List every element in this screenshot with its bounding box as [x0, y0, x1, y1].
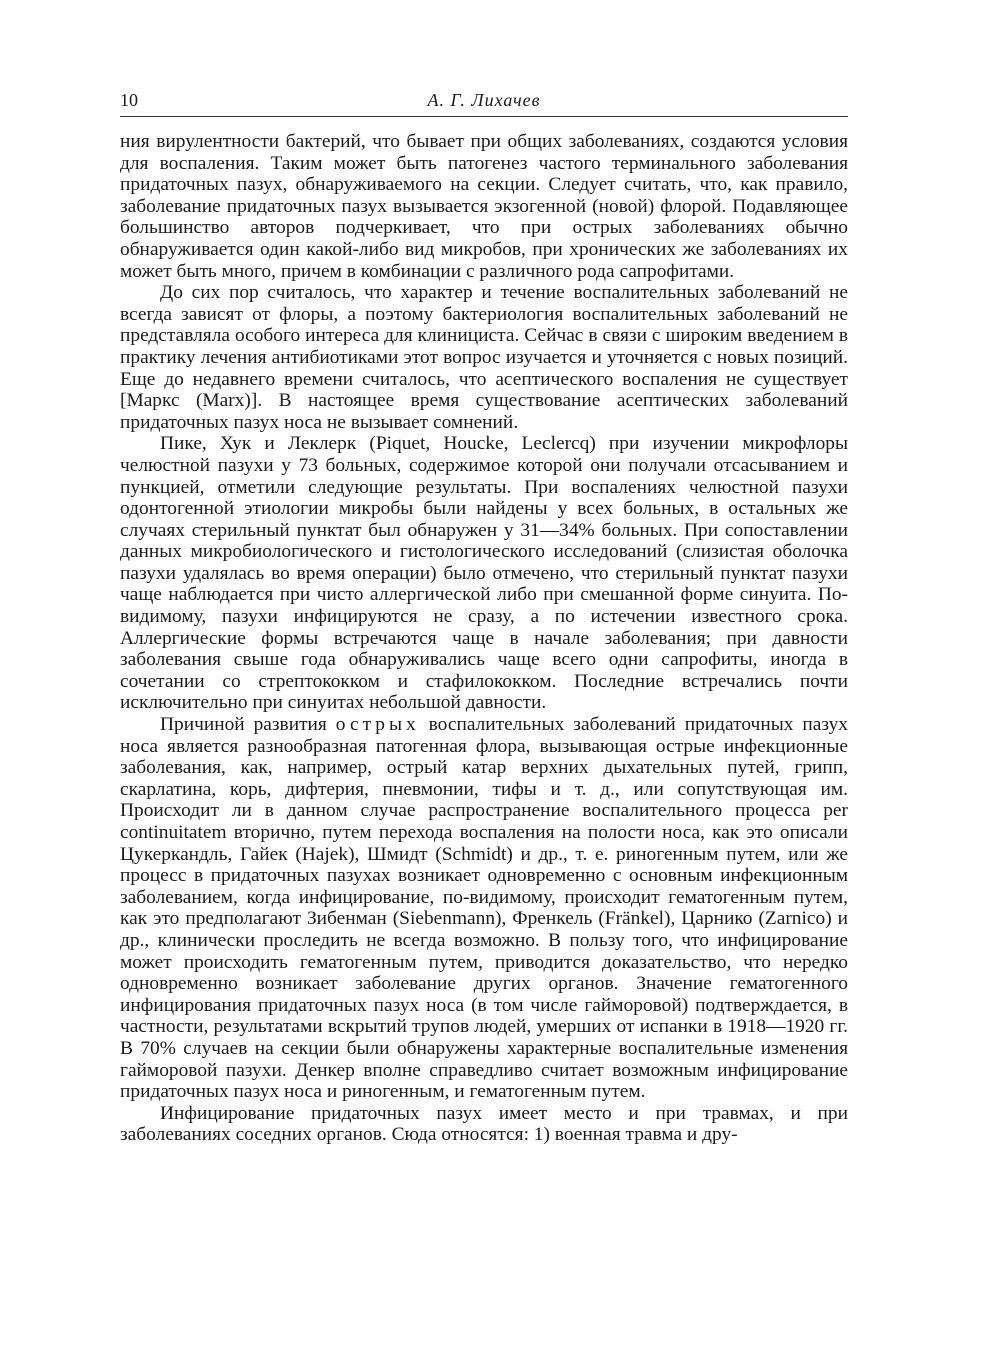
page-number: 10 [120, 90, 138, 110]
paragraph-4-lead: Причиной развития [160, 714, 327, 736]
paragraph-5: Инфицирование придаточных пазух имеет место и при травмах, и при заболеваниях соседних органов. Сюда относятся: 1) военная травма и дру- [120, 1102, 848, 1146]
running-header [120, 88, 848, 117]
paragraph-2: До сих пор считалось, что характер и течение воспалительных заболеваний не всегда зависят от флоры, а поэтому бактериология воспалительных заболеваний не представляла особого интереса для клинициста. Сейчас в связи с широким введением в практику лечения антибиотиками этот вопрос изучается и уточняется с новых позиций. Еще до недавнего времени считалось, что асептического воспаления не существует [Маркс (Marx)]. В настоящее время существование асептических заболеваний придаточных пазух носа не вызывает сомнений. [120, 282, 848, 433]
paragraph-4 [120, 714, 848, 1103]
running-title: А. Г. Лихачев [427, 90, 541, 110]
body-text [120, 131, 848, 1146]
paragraph-4-rest: воспалительных заболеваний придаточных пазух носа является разнообразная патогенная флора, вызывающая острые инфекционные заболевания, как, например, острый катар верхних дыхательных путей, грипп, скарлатина, корь, дифтерия, пневмонии, тифы и т. д., или сопутствующая им. Происходит ли в данном случае распространение воспалительного процесса per continuitatem вторично, путем перехода воспаления на полости носа, как это описали Цукеркандль, Гайек (Hajek), Шмидт (Schmidt) и др., т. е. риногенным путем, или же процесс в придаточных пазухах возникает одновременно с основным инфекционным заболеванием, когда инфицирование, по-видимому, происходит гематогенным путем, как это предполагают Зибенман (Siebenmann), Френкель (Fränkel), Царнико (Zarnico) и др., клинически проследить не всегда возможно. В пользу того, что инфицирование может происходить гематогенным путем, приводится доказательство, что нередко одновременно возникает заболевание других органов. Значение гематогенного инфицирования придаточных пазух носа (в том числе гайморовой) подтверждается, в частности, результатами вскрытий трупов людей, умерших от испанки в 1918—1920 гг. В 70% случаев на секции были обнаружены характерные воспалительные изменения гайморовой пазухи. Денкер вполне справедливо считает возможным инфицирование придаточных пазух носа и риногенным, и гематогенным путем. [120, 714, 848, 1103]
document-page [120, 88, 848, 1146]
paragraph-4-emphasis: острых [335, 714, 420, 736]
paragraph-3: Пике, Хук и Леклерк (Piquet, Houcke, Leclercq) при изучении микрофлоры челюстной пазухи у 73 больных, содержимое которой они получали отсасыванием и пункцией, отметили следующие результаты. При воспалениях челюстной пазухи одонтогенной этиологии микробы были найдены у всех больных, в остальных же случаях стерильный пунктат был обнаружен у 31—34% больных. При сопоставлении данных микробиологического и гистологического исследований (слизистая оболочка пазухи удалялась во время операции) было отмечено, что стерильный пунктат пазухи чаще наблюдается при чисто аллергической либо при смешанной форме синуита. По-видимому, пазухи инфицируются не сразу, а по истечении известного срока. Аллергические формы встречаются чаще в начале заболевания; при давности заболевания свыше года обнаруживались чаще всего одни сапрофиты, иногда в сочетании со стрептококком и стафилококком. Последние встречались почти исключительно при синуитах небольшой давности. [120, 433, 848, 714]
paragraph-1: ния вирулентности бактерий, что бывает при общих заболеваниях, создаются условия для воспаления. Таким может быть патогенез частого терминального заболевания придаточных пазух, обнаруживаемого на секции. Следует считать, что, как правило, заболевание придаточных пазух вызывается экзогенной (новой) флорой. Подавляющее большинство авторов подчеркивает, что при острых заболеваниях обычно обнаруживается один какой-либо вид микробов, при хронических же заболеваниях их может быть много, причем в комбинации с различного рода сапрофитами. [120, 131, 848, 282]
